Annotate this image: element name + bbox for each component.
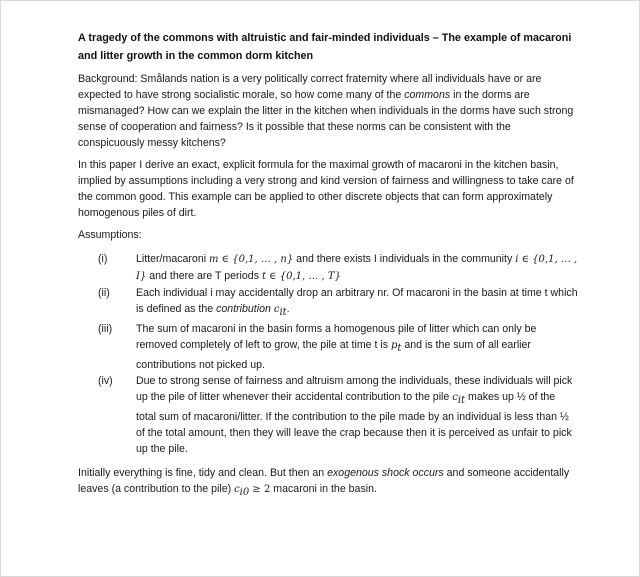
assumption-text-part: Due to strong sense of fairness and altruism among the individuals, these individuals will pick up the pile of litter whenever their accidental contribution to the pile xyxy=(136,375,573,404)
math-expression: c xyxy=(452,392,458,404)
math-expression: m ∈ {0,1, … , n} xyxy=(209,254,294,265)
closing-paragraph xyxy=(78,465,578,501)
background-text-end: in the dorms are mismanaged? How can we explain the litter in the kitchen when individuals in the dorms have such strong sense of cooperation and fairness? Is it possible that these norms can be consistent with the conspicuously messy kitchens? xyxy=(78,89,574,149)
assumption-number: (iv) xyxy=(98,375,113,388)
assumption-item xyxy=(78,285,578,321)
assumption-text xyxy=(136,321,578,373)
assumption-text-part: Litter/macaroni xyxy=(136,253,210,265)
assumption-text-part: and is the sum of all earlier contributions not picked up. xyxy=(136,339,531,372)
assumption-text xyxy=(136,373,578,457)
assumption-text xyxy=(136,251,578,285)
assumption-text-part: . xyxy=(286,303,290,315)
math-expression: t ∈ {0,1, … , T} xyxy=(261,271,341,282)
math-subscript: it xyxy=(279,307,287,319)
intro-paragraph: In this paper I derive an exact, explicit formula for the maximal growth of macaroni in the kitchen basin, implied by assumptions including a very strong and kind version of fairness and willingness to take care of the common good. This example can be applied to other discrete objects that can form approximately homogenous piles of dirt. xyxy=(78,159,574,219)
math-subscript: i0 xyxy=(239,487,250,499)
assumption-text-part: and there exists I individuals in the community xyxy=(293,253,516,265)
assumptions-heading: Assumptions: xyxy=(78,229,142,241)
assumption-text-part: Each individual i may accidentally drop an arbitrary nr. Of macaroni in the basin at time t which is defined as the xyxy=(136,287,578,315)
math-expression: c xyxy=(273,304,280,315)
background-paragraph xyxy=(78,71,578,151)
assumption-number: (i) xyxy=(98,253,108,265)
math-expression: i ∈ {0,1, … , I} xyxy=(136,254,578,282)
assumption-text-part: makes up ½ of the total sum of macaroni/litter. If the contribution to the pile made by an individual is less than ½ of the total amount, then they will leave the crap because then it is perceived as unfair to pick up the pile. xyxy=(136,391,572,456)
assumption-text-part: The sum of macaroni in the basin forms a homogenous pile of litter which can only be removed completely of left to grow, the pile at time t is xyxy=(136,323,537,352)
assumption-emphasis: contribution xyxy=(216,303,271,315)
assumption-number: (ii) xyxy=(98,287,110,299)
closing-emphasis: exogenous shock occurs xyxy=(327,467,444,480)
closing-text-end: macaroni in the basin. xyxy=(270,483,377,496)
document-title: A tragedy of the commons with altruistic and fair-minded individuals – The example of macaroni and litter growth in the common dorm kitchen xyxy=(78,32,572,62)
background-emphasis: commons xyxy=(404,89,451,101)
assumption-text xyxy=(136,285,578,321)
assumptions-list xyxy=(78,251,578,457)
assumption-item xyxy=(78,321,578,373)
math-expression: c xyxy=(234,484,240,496)
assumption-text-part: and there are T periods xyxy=(146,270,262,282)
closing-text-start: Initially everything is fine, tidy and clean. But then an xyxy=(78,467,328,480)
math-subscript: t xyxy=(397,343,402,355)
math-expression: ≥ 2 xyxy=(249,484,271,496)
document-body xyxy=(78,29,578,501)
background-text-start: Background: Smålands nation is a very politically correct fraternity where all individuals have or are expected to have strong socialistic morale, so how come many of the xyxy=(78,73,542,101)
assumption-item xyxy=(78,373,578,457)
assumption-number: (iii) xyxy=(98,323,113,336)
assumption-item xyxy=(78,251,578,285)
closing-text-middle: and someone accidentally leaves (a contribution to the pile) xyxy=(78,467,570,496)
math-expression: p xyxy=(390,340,398,352)
math-subscript: it xyxy=(457,395,466,407)
